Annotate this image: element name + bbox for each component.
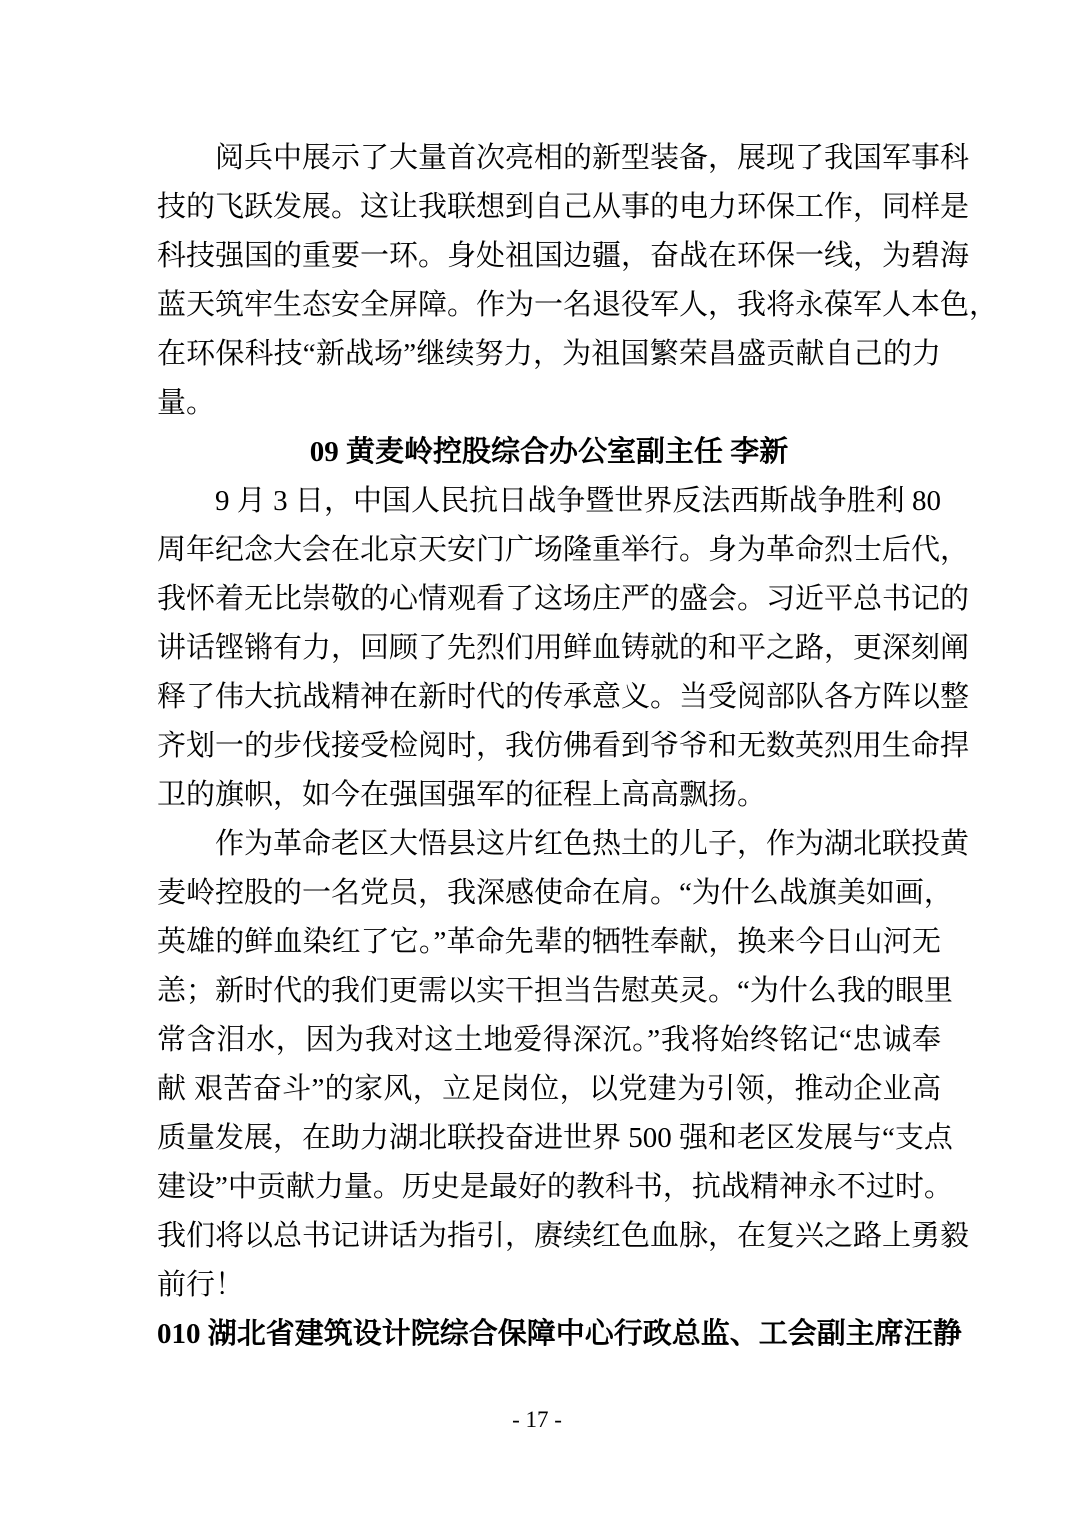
body-line: 作为革命老区大悟县这片红色热土的儿子，作为湖北联投黄 <box>215 828 970 860</box>
body-line: 麦岭控股的一名党员，我深感使命在肩。“为什么战旗美如画， <box>157 877 953 909</box>
body-line: 我怀着无比崇敬的心情观看了这场庄严的盛会。习近平总书记的 <box>157 583 970 615</box>
body-line: 蓝天筑牢生态安全屏障。作为一名退役军人，我将永葆军人本色， <box>157 289 999 321</box>
body-line: 讲话铿锵有力，回顾了先烈们用鲜血铸就的和平之路，更深刻阐 <box>157 632 970 664</box>
body-line: 阅兵中展示了大量首次亮相的新型装备，展现了我国军事科 <box>215 142 970 174</box>
body-line: 恙；新时代的我们更需以实干担当告慰英灵。“为什么我的眼里 <box>157 975 953 1007</box>
section-heading-010: 010 湖北省建筑设计院综合保障中心行政总监、工会副主席汪静 <box>157 1318 962 1350</box>
body-line: 前行！ <box>157 1269 245 1301</box>
body-line: 科技强国的重要一环。身处祖国边疆，奋战在环保一线，为碧海 <box>157 240 970 272</box>
body-line: 9 月 3 日，中国人民抗日战争暨世界反法西斯战争胜利 80 <box>215 485 941 517</box>
body-line: 英雄的鲜血染红了它。”革命先辈的牺牲奉献，换来今日山河无 <box>157 926 941 958</box>
body-line: 我们将以总书记讲话为指引，赓续红色血脉，在复兴之路上勇毅 <box>157 1220 970 1252</box>
page-content <box>157 134 999 1359</box>
page-number: - 17 - <box>512 1407 562 1432</box>
body-line: 卫的旗帜，如今在强国强军的征程上高高飘扬。 <box>157 779 767 811</box>
section-heading-09: 09 黄麦岭控股综合办公室副主任 李新 <box>309 436 789 468</box>
body-line: 释了伟大抗战精神在新时代的传承意义。当受阅部队各方阵以整 <box>157 681 970 713</box>
body-line: 建设”中贡献力量。历史是最好的教科书，抗战精神永不过时。 <box>157 1171 953 1203</box>
body-line: 在环保科技“新战场”继续努力，为祖国繁荣昌盛贡献自己的力 <box>157 338 941 370</box>
body-line: 质量发展，在助力湖北联投奋进世界 500 强和老区发展与“支点 <box>157 1122 953 1154</box>
body-line: 技的飞跃发展。这让我联想到自己从事的电力环保工作，同样是 <box>157 191 970 223</box>
body-line: 献 艰苦奋斗”的家风，立足岗位，以党建为引领，推动企业高 <box>157 1073 941 1105</box>
body-line: 齐划一的步伐接受检阅时，我仿佛看到爷爷和无数英烈用生命捍 <box>157 730 970 762</box>
body-line: 周年纪念大会在北京天安门广场隆重举行。身为革命烈士后代， <box>157 534 970 566</box>
body-line: 常含泪水，因为我对这土地爱得深沉。”我将始终铭记“忠诚奉 <box>157 1024 941 1056</box>
body-line: 量。 <box>157 387 216 419</box>
